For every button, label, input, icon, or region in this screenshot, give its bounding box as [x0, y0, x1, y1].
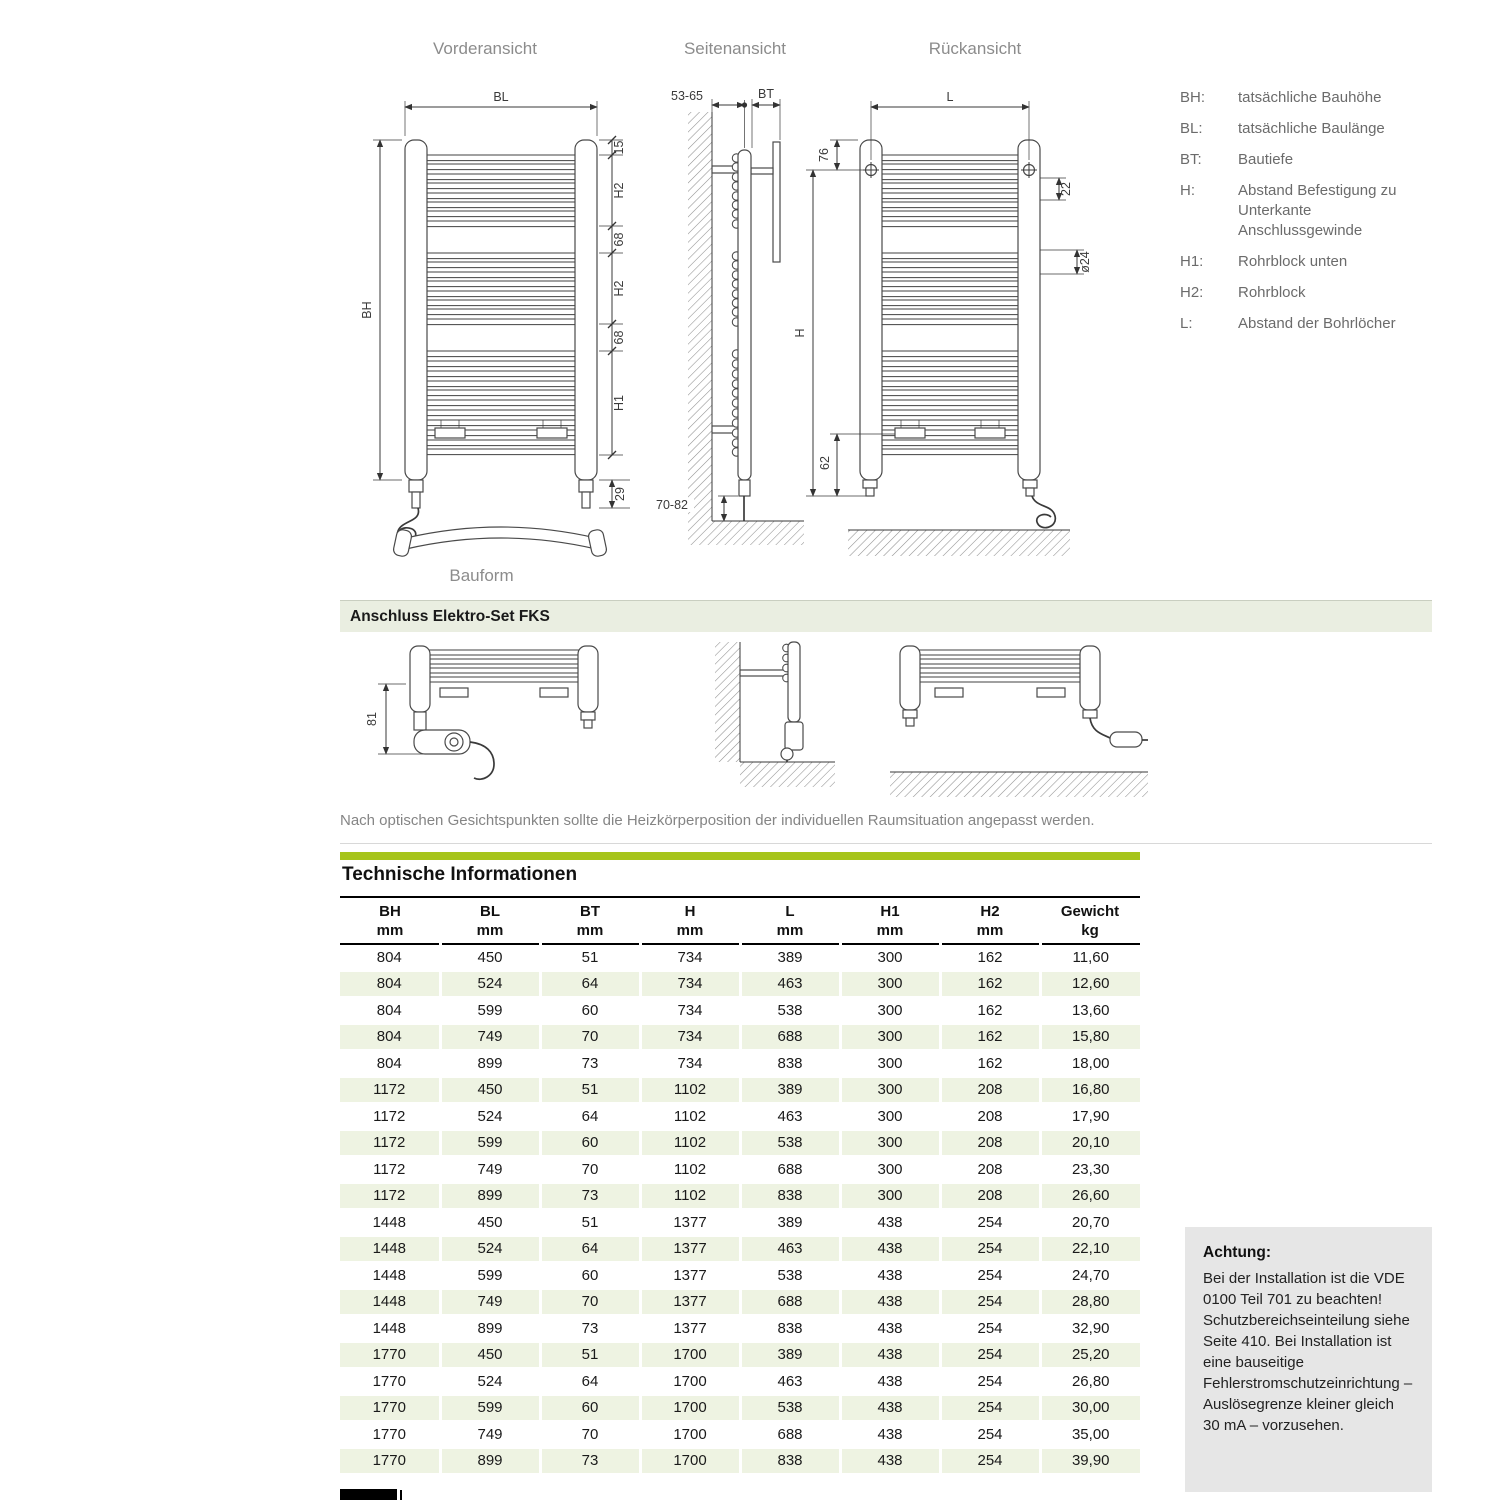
table-cell: 538: [740, 997, 840, 1024]
dim-label-81: 81: [365, 712, 379, 726]
table-cell: 438: [840, 1315, 940, 1342]
elektro-side-detail: [715, 642, 835, 787]
dim-label-68: 68: [612, 232, 626, 247]
table-cell: 688: [740, 1156, 840, 1183]
legend-key: H2:: [1180, 284, 1204, 301]
table-cell: 51: [540, 944, 640, 971]
table-cell: 389: [740, 1342, 840, 1369]
table-cell: 300: [840, 1077, 940, 1104]
column-header-bh: BH mm: [340, 897, 440, 944]
table-cell: 734: [640, 944, 740, 971]
side-profile: [738, 150, 751, 480]
wall-hatch: [715, 642, 740, 762]
table-row: [340, 1342, 1140, 1369]
table-cell: 1700: [640, 1368, 740, 1395]
table-cell: 438: [840, 1236, 940, 1263]
table-cell: 1770: [340, 1342, 440, 1369]
table-cell: 734: [640, 997, 740, 1024]
table-cell: 1700: [640, 1421, 740, 1448]
bracket-rail: [773, 142, 780, 262]
power-cable: [1090, 718, 1110, 738]
table-cell: 599: [440, 1130, 540, 1157]
column-header-bt: BT mm: [540, 897, 640, 944]
table-cell: 254: [940, 1262, 1040, 1289]
mounting-bracket: [537, 428, 567, 438]
mounting-bracket: [1037, 688, 1065, 697]
table-cell: 73: [540, 1050, 640, 1077]
rear-view-drawing: [793, 90, 1092, 556]
table-row: [340, 1050, 1140, 1077]
column-header-l: L mm: [740, 897, 840, 944]
legend-desc: tatsächliche Bauhöhe: [1238, 89, 1382, 106]
table-body: [340, 944, 1140, 1474]
table-cell: 438: [840, 1421, 940, 1448]
table-cell: 463: [740, 1103, 840, 1130]
front-left-collector: [405, 140, 427, 480]
footer-fragment: [340, 1489, 397, 1500]
table-cell: 1102: [640, 1077, 740, 1104]
table-cell: 1448: [340, 1289, 440, 1316]
table-cell: 1102: [640, 1156, 740, 1183]
table-cell: 524: [440, 1103, 540, 1130]
dim-label-h2: H2: [612, 182, 626, 199]
table-cell: 438: [840, 1448, 940, 1475]
legend-key: L:: [1180, 315, 1193, 332]
front-right-collector: [575, 140, 597, 480]
table-row: [340, 1315, 1140, 1342]
table-cell: 208: [940, 1183, 1040, 1210]
position-note: Nach optischen Gesichtspunkten sollte die Heizkörperposition der individuellen Raumsituation angepasst werden.: [340, 812, 1095, 829]
table-cell: 208: [940, 1130, 1040, 1157]
wall-hatch: [688, 112, 712, 545]
table-cell: 162: [940, 1050, 1040, 1077]
mounting-bracket: [975, 428, 1005, 438]
legend-desc: Rohrblock unten: [1238, 253, 1348, 270]
table-cell: 1377: [640, 1209, 740, 1236]
table-cell: 208: [940, 1077, 1040, 1104]
table-cell: 804: [340, 944, 440, 971]
table-cell: 450: [440, 1342, 540, 1369]
table-cell: 749: [440, 1421, 540, 1448]
dim-label-h: H: [793, 328, 807, 338]
table-row: [340, 971, 1140, 998]
legend-key: BH:: [1180, 89, 1206, 106]
table-cell: 300: [840, 1183, 940, 1210]
power-cable: [1032, 496, 1055, 528]
table-cell: 1770: [340, 1368, 440, 1395]
dim-label-29: 29: [613, 487, 627, 501]
table-cell: 438: [840, 1209, 940, 1236]
technical-drawings: [340, 30, 1150, 602]
bauform-label: Bauform: [449, 566, 514, 585]
footer-tick: [400, 1490, 402, 1500]
table-cell: 254: [940, 1368, 1040, 1395]
table-cell: 70: [540, 1421, 640, 1448]
table-cell: 1448: [340, 1262, 440, 1289]
side-view-drawing: [650, 87, 804, 545]
table-cell: 524: [440, 971, 540, 998]
table-row: [340, 944, 1140, 971]
table-cell: 73: [540, 1183, 640, 1210]
table-cell: 688: [740, 1421, 840, 1448]
warning-text: Bei der Installation ist die VDE 0100 Teil 701 zu beachten! Schutzbereichseinteilung siehe Seite 410. Bei Installation ist eine bauseitige Fehlerstromschutzeinrichtung – Auslösegrenze kleiner gleich 30 mA – vorzusehen.: [1203, 1270, 1413, 1434]
table-cell: 51: [540, 1342, 640, 1369]
table-cell: 463: [740, 1368, 840, 1395]
table-row: [340, 1024, 1140, 1051]
table-cell: 599: [440, 1395, 540, 1422]
mounting-bracket: [540, 688, 568, 697]
table-cell: 30,00: [1040, 1395, 1140, 1422]
table-cell: 11,60: [1072, 948, 1109, 966]
table-cell: 1770: [340, 1448, 440, 1475]
table-cell: 254: [940, 1236, 1040, 1263]
legend-key: H1:: [1180, 253, 1204, 270]
dim-label-dia24: ø24: [1078, 251, 1092, 273]
detail-tubes: [429, 650, 579, 682]
table-row: [340, 1236, 1140, 1263]
table-cell: 438: [840, 1395, 940, 1422]
rear-left-collector: [860, 140, 882, 480]
table-cell: 23,30: [1071, 1160, 1110, 1178]
dim-label-22: 22: [1059, 182, 1073, 196]
table-cell: 599: [440, 997, 540, 1024]
table-cell: 60: [540, 1262, 640, 1289]
table-cell: 70: [540, 1156, 640, 1183]
legend-desc: tatsächliche Baulänge: [1238, 120, 1385, 137]
heating-element: [785, 722, 803, 750]
legend-desc: Rohrblock: [1238, 284, 1306, 301]
table-cell: 1448: [340, 1315, 440, 1342]
legend-desc: Abstand der Bohrlöcher: [1238, 315, 1396, 332]
table-cell: 734: [640, 1024, 740, 1051]
front-view-title: Vorderansicht: [433, 39, 537, 58]
table-cell: 162: [940, 944, 1040, 971]
mounting-bracket: [935, 688, 963, 697]
dim-label-bl: BL: [493, 90, 509, 104]
elektro-rear-detail: [890, 646, 1148, 797]
power-cable: [470, 742, 494, 779]
table-cell: 254: [940, 1315, 1040, 1342]
elektro-front-detail: [365, 646, 598, 779]
table-cell: 254: [940, 1448, 1040, 1475]
table-cell: 300: [840, 1130, 940, 1157]
table-title: Technische Informationen: [342, 864, 578, 885]
table-cell: 438: [840, 1289, 940, 1316]
table-cell: 300: [840, 1156, 940, 1183]
floor-hatch: [890, 772, 1148, 797]
table-cell: 899: [440, 1183, 540, 1210]
table-row: [340, 1077, 1140, 1104]
table-cell: 35,00: [1071, 1425, 1110, 1443]
table-cell: 538: [740, 1395, 840, 1422]
detail-tubes: [919, 650, 1081, 682]
column-header-gewicht: Gewicht kg: [1040, 897, 1140, 944]
table-cell: 32,90: [1071, 1319, 1110, 1337]
table-cell: 208: [940, 1156, 1040, 1183]
table-cell: 73: [540, 1315, 640, 1342]
table-cell: 599: [440, 1262, 540, 1289]
wall-bracket: [740, 670, 788, 676]
table-cell: 28,80: [1040, 1289, 1140, 1316]
table-cell: 254: [940, 1209, 1040, 1236]
dim-label-bt: BT: [758, 87, 774, 101]
table-row: [340, 1130, 1140, 1157]
table-row: [340, 1368, 1140, 1395]
table-cell: 22,10: [1040, 1236, 1140, 1263]
table-cell: 389: [740, 1209, 840, 1236]
table-cell: 538: [740, 1130, 840, 1157]
warning-box: [1185, 1227, 1432, 1492]
green-accent-bar: [340, 852, 1140, 860]
side-view-title: Seitenansicht: [683, 39, 787, 58]
plug-connector: [1110, 732, 1142, 747]
table-cell: 749: [440, 1289, 540, 1316]
table-cell: 254: [940, 1421, 1040, 1448]
dimension-legend: [1180, 88, 1435, 334]
table-cell: 64: [540, 1236, 640, 1263]
table-cell: 1770: [340, 1421, 440, 1448]
table-cell: 26,60: [1040, 1183, 1140, 1210]
table-cell: 450: [440, 1209, 540, 1236]
table-header-row: [340, 897, 1140, 944]
table-cell: 734: [640, 971, 740, 998]
table-cell: 688: [740, 1289, 840, 1316]
dim-label-68: 68: [612, 330, 626, 345]
column-header-bl: BL mm: [440, 897, 540, 944]
dim-label-l: L: [946, 90, 954, 104]
table-cell: 1377: [640, 1236, 740, 1263]
table-cell: 838: [740, 1183, 840, 1210]
table-cell: 25,20: [1040, 1342, 1140, 1369]
table-cell: 60: [540, 997, 640, 1024]
elektro-section-bar: [340, 601, 1432, 632]
table-cell: 1448: [340, 1209, 440, 1236]
table-cell: 1102: [640, 1130, 740, 1157]
table-row: [340, 1209, 1140, 1236]
legend-key: BT:: [1180, 151, 1202, 168]
dim-label-bh: BH: [360, 301, 374, 319]
rear-view-title: Rückansicht: [928, 39, 1022, 58]
table-cell: 18,00: [1071, 1054, 1110, 1072]
table-cell: 64: [540, 971, 640, 998]
table-cell: 804: [340, 1024, 440, 1051]
table-row: [340, 1395, 1140, 1422]
warning-title: Achtung:: [1203, 1244, 1272, 1261]
table-cell: 838: [740, 1448, 840, 1475]
bauform-shape: [392, 527, 607, 557]
table-cell: 300: [840, 1050, 940, 1077]
table-cell: 60: [540, 1130, 640, 1157]
table-cell: 51: [540, 1209, 640, 1236]
dim-label-15: 15: [612, 140, 626, 155]
floor-hatch: [848, 530, 1070, 556]
table-cell: 1102: [640, 1183, 740, 1210]
table-cell: 254: [940, 1289, 1040, 1316]
table-cell: 450: [440, 1077, 540, 1104]
table-cell: 208: [940, 1103, 1040, 1130]
table-cell: 1448: [340, 1236, 440, 1263]
table-cell: 39,90: [1040, 1448, 1140, 1475]
table-row: [340, 1262, 1140, 1289]
table-cell: 1700: [640, 1448, 740, 1475]
table-cell: 24,70: [1071, 1266, 1110, 1284]
plug-connector: [781, 748, 793, 760]
front-view-drawing: [360, 90, 630, 557]
mounting-bracket: [435, 428, 465, 438]
table-cell: 300: [840, 997, 940, 1024]
column-header-h2: H2 mm: [940, 897, 1040, 944]
table-cell: 300: [840, 944, 940, 971]
rear-tubes: [881, 155, 1019, 455]
table-cell: 12,60: [1040, 971, 1140, 998]
table-cell: 162: [940, 971, 1040, 998]
mounting-bracket: [895, 428, 925, 438]
table-cell: 13,60: [1071, 1001, 1110, 1019]
table-cell: 20,70: [1071, 1213, 1110, 1231]
table-cell: 254: [940, 1395, 1040, 1422]
table-cell: 804: [340, 971, 440, 998]
table-cell: 300: [840, 971, 940, 998]
dim-label-62: 62: [818, 456, 832, 470]
table-cell: 899: [440, 1448, 540, 1475]
table-cell: 15,80: [1040, 1024, 1140, 1051]
floor-hatch: [740, 762, 835, 787]
separator-line: [340, 843, 1432, 844]
table-cell: 1172: [340, 1103, 440, 1130]
table-cell: 1377: [640, 1289, 740, 1316]
table-cell: 20,10: [1040, 1130, 1140, 1157]
table-cell: 463: [740, 971, 840, 998]
elektro-detail-drawings: [340, 640, 1150, 810]
front-tubes: [426, 155, 576, 455]
table-cell: 389: [740, 944, 840, 971]
table-cell: 162: [940, 997, 1040, 1024]
table-cell: 1377: [640, 1262, 740, 1289]
table-cell: 389: [740, 1077, 840, 1104]
column-header-h: H mm: [640, 897, 740, 944]
table-cell: 300: [840, 1024, 940, 1051]
dim-label-h1: H1: [612, 395, 626, 411]
table-cell: 899: [440, 1050, 540, 1077]
table-cell: 1377: [640, 1315, 740, 1342]
floor-hatch: [712, 521, 804, 545]
table-cell: 438: [840, 1368, 940, 1395]
elektro-section-title: Anschluss Elektro-Set FKS: [350, 608, 550, 625]
table-cell: 64: [540, 1368, 640, 1395]
table-cell: 1172: [340, 1183, 440, 1210]
dim-label-h2: H2: [612, 280, 626, 297]
table-cell: 463: [740, 1236, 840, 1263]
table-cell: 64: [540, 1103, 640, 1130]
table-cell: 1172: [340, 1156, 440, 1183]
dim-label-70-82: 70-82: [656, 498, 688, 512]
table-cell: 70: [540, 1024, 640, 1051]
table-cell: 1700: [640, 1342, 740, 1369]
table-cell: 26,80: [1071, 1372, 1110, 1390]
table-cell: 804: [340, 1050, 440, 1077]
table-cell: 51: [540, 1077, 640, 1104]
table-cell: 838: [740, 1050, 840, 1077]
table-cell: 17,90: [1071, 1107, 1110, 1125]
table-cell: 1102: [640, 1103, 740, 1130]
table-cell: 524: [440, 1368, 540, 1395]
table-cell: 73: [540, 1448, 640, 1475]
table-row: [340, 1421, 1140, 1448]
table-cell: 749: [440, 1156, 540, 1183]
table-cell: 838: [740, 1315, 840, 1342]
table-cell: 16,80: [1040, 1077, 1140, 1104]
table-cell: 804: [340, 997, 440, 1024]
table-row: [340, 1183, 1140, 1210]
table-cell: 1700: [640, 1395, 740, 1422]
table-cell: 1172: [340, 1077, 440, 1104]
table-cell: 688: [740, 1024, 840, 1051]
dim-label-76: 76: [817, 148, 831, 162]
technical-data-table: [340, 896, 1140, 1475]
legend-key: H:: [1180, 182, 1195, 199]
table-cell: 300: [840, 1103, 940, 1130]
table-row: [340, 1103, 1140, 1130]
legend-key: BL:: [1180, 120, 1203, 137]
table-cell: 749: [440, 1024, 540, 1051]
column-header-h1: H1 mm: [840, 897, 940, 944]
mounting-bracket: [440, 688, 468, 697]
table-row: [340, 1156, 1140, 1183]
table-cell: 538: [740, 1262, 840, 1289]
legend-desc: Abstand Befestigung zu Unterkante Anschlussgewinde: [1238, 182, 1397, 239]
table-cell: 1172: [340, 1130, 440, 1157]
table-cell: 524: [440, 1236, 540, 1263]
dim-label-53-65: 53-65: [671, 89, 703, 103]
legend-desc: Bautiefe: [1238, 151, 1294, 168]
table-cell: 734: [640, 1050, 740, 1077]
table-row: [340, 997, 1140, 1024]
table-cell: 450: [440, 944, 540, 971]
element-stub: [739, 480, 750, 496]
table-cell: 162: [940, 1024, 1040, 1051]
table-cell: 60: [540, 1395, 640, 1422]
table-cell: 438: [840, 1262, 940, 1289]
table-row: [340, 1448, 1140, 1475]
table-cell: 1770: [340, 1395, 440, 1422]
table-cell: 438: [840, 1342, 940, 1369]
table-row: [340, 1289, 1140, 1316]
table-cell: 70: [540, 1289, 640, 1316]
table-cell: 899: [440, 1315, 540, 1342]
table-cell: 254: [940, 1342, 1040, 1369]
rear-right-collector: [1018, 140, 1040, 480]
